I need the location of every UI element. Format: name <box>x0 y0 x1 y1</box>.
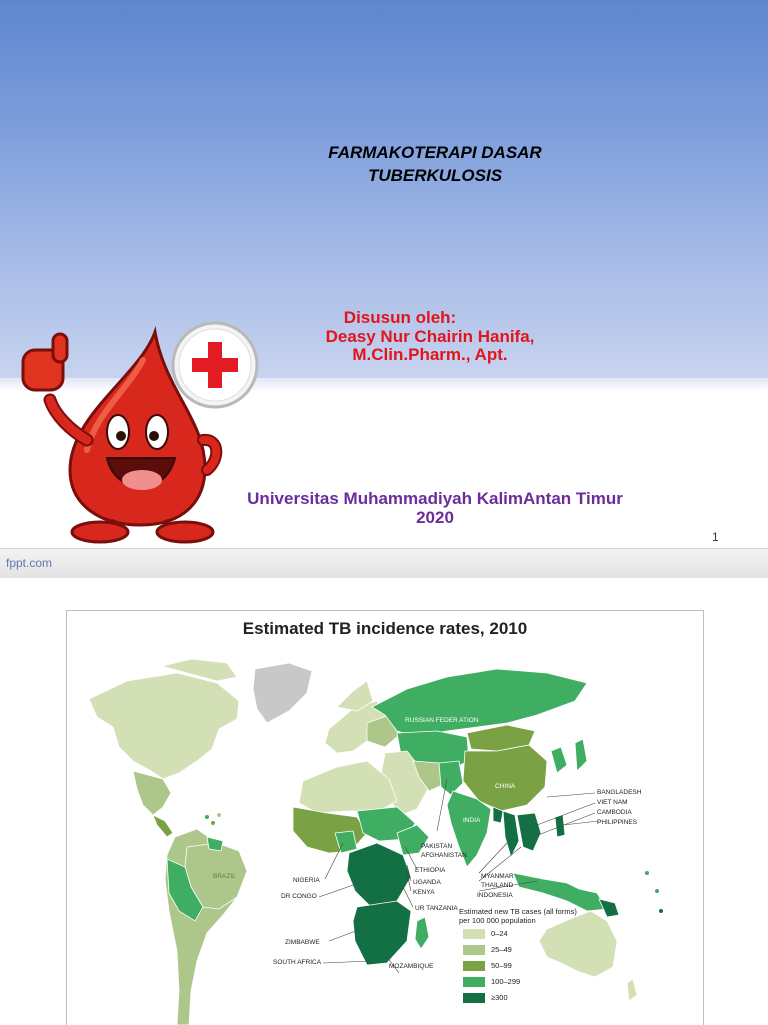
russia-region <box>372 669 587 737</box>
label-ethiopia: ETHIOPIA <box>415 867 446 874</box>
legend-item <box>459 959 599 973</box>
guyana-region <box>207 837 223 851</box>
indochina-region <box>517 813 541 851</box>
label-nigeria: NIGERIA <box>293 877 320 884</box>
southern-africa-region <box>353 901 411 965</box>
label-china: CHINA <box>495 783 516 790</box>
slide-title-line-1: FARMAKOTERAPI DASAR <box>328 143 542 162</box>
label-india: INDIA <box>463 817 481 824</box>
fppt-watermark: fppt.com <box>6 556 53 570</box>
central-africa-region <box>347 843 411 907</box>
tb-incidence-map-slide <box>66 610 704 1025</box>
legend-rows <box>459 927 599 1005</box>
author-name: Deasy Nur Chairin Hanifa, <box>325 327 535 346</box>
map-legend <box>459 907 599 1005</box>
label-afghanistan: AFGHANISTAN <box>421 852 467 859</box>
page-number: 1 <box>712 530 719 544</box>
label-brazil: BRAZIL <box>213 873 236 880</box>
map-title: Estimated TB incidence rates, 2010 <box>242 619 528 638</box>
label-thailand: THAILAND <box>481 882 514 889</box>
label-philippines: PHILIPPINES <box>597 819 638 826</box>
university-name: Universitas Muhammadiyah KalimAntan Timur <box>247 489 623 508</box>
legend-label: 100–299 <box>491 977 521 986</box>
label-mozambique: MOZAMBIQUE <box>389 963 434 970</box>
label-bangladesh: BANGLADESH <box>597 789 642 796</box>
legend-item <box>459 927 599 941</box>
label-russia: RUSSIAN FEDER ATION <box>405 717 479 724</box>
label-kenya: KENYA <box>413 889 435 896</box>
label-cambodia: CAMBODIA <box>597 809 632 816</box>
pakistan-afghanistan-region <box>439 761 463 795</box>
label-indonesia: INDONESIA <box>477 892 513 899</box>
legend-label: 0–24 <box>491 929 508 938</box>
year: 2020 <box>416 508 454 527</box>
legend-swatch <box>463 977 485 987</box>
legend-label: ≥300 <box>491 993 508 1002</box>
greenland-region <box>253 663 312 723</box>
legend-title: Estimated new TB cases (all forms) per 100 000 population <box>459 907 577 925</box>
author-label: Disusun oleh: <box>343 308 457 327</box>
legend-swatch <box>463 945 485 955</box>
author-credentials: M.Clin.Pharm., Apt. <box>352 345 508 364</box>
legend-swatch <box>463 993 485 1003</box>
legend-item <box>459 975 599 989</box>
legend-label: 50–99 <box>491 961 512 970</box>
north-america-region <box>89 673 239 779</box>
central-america-region <box>153 815 173 837</box>
red-cross-badge-icon <box>173 323 257 407</box>
myanmar-region <box>503 811 519 857</box>
world-map <box>67 611 703 1025</box>
label-ur-tanzania: UR TANZANIA <box>415 905 458 912</box>
label-south-africa: SOUTH AFRICA <box>273 959 322 966</box>
label-viet-nam: VIET NAM <box>597 799 628 806</box>
legend-item <box>459 943 599 957</box>
legend-swatch <box>463 961 485 971</box>
label-myanmar: MYANMAR <box>481 873 514 880</box>
legend-swatch <box>463 929 485 939</box>
label-zimbabwe: ZIMBABWE <box>285 939 320 946</box>
slide-title-line-2: TUBERKULOSIS <box>367 166 503 185</box>
slide-divider-bar <box>0 548 768 580</box>
legend-label: 25–49 <box>491 945 512 954</box>
label-pakistan: PAKISTAN <box>421 843 453 850</box>
label-uganda: UGANDA <box>413 879 441 886</box>
legend-item <box>459 991 599 1005</box>
korea-japan-region <box>551 739 587 773</box>
indonesia-region <box>513 873 607 911</box>
label-dr-congo: DR CONGO <box>281 893 317 900</box>
philippines-region <box>555 815 565 837</box>
madagascar-region <box>415 917 429 949</box>
new-zealand-region <box>627 979 637 1001</box>
blood-drop-mascot-illustration <box>15 320 265 545</box>
